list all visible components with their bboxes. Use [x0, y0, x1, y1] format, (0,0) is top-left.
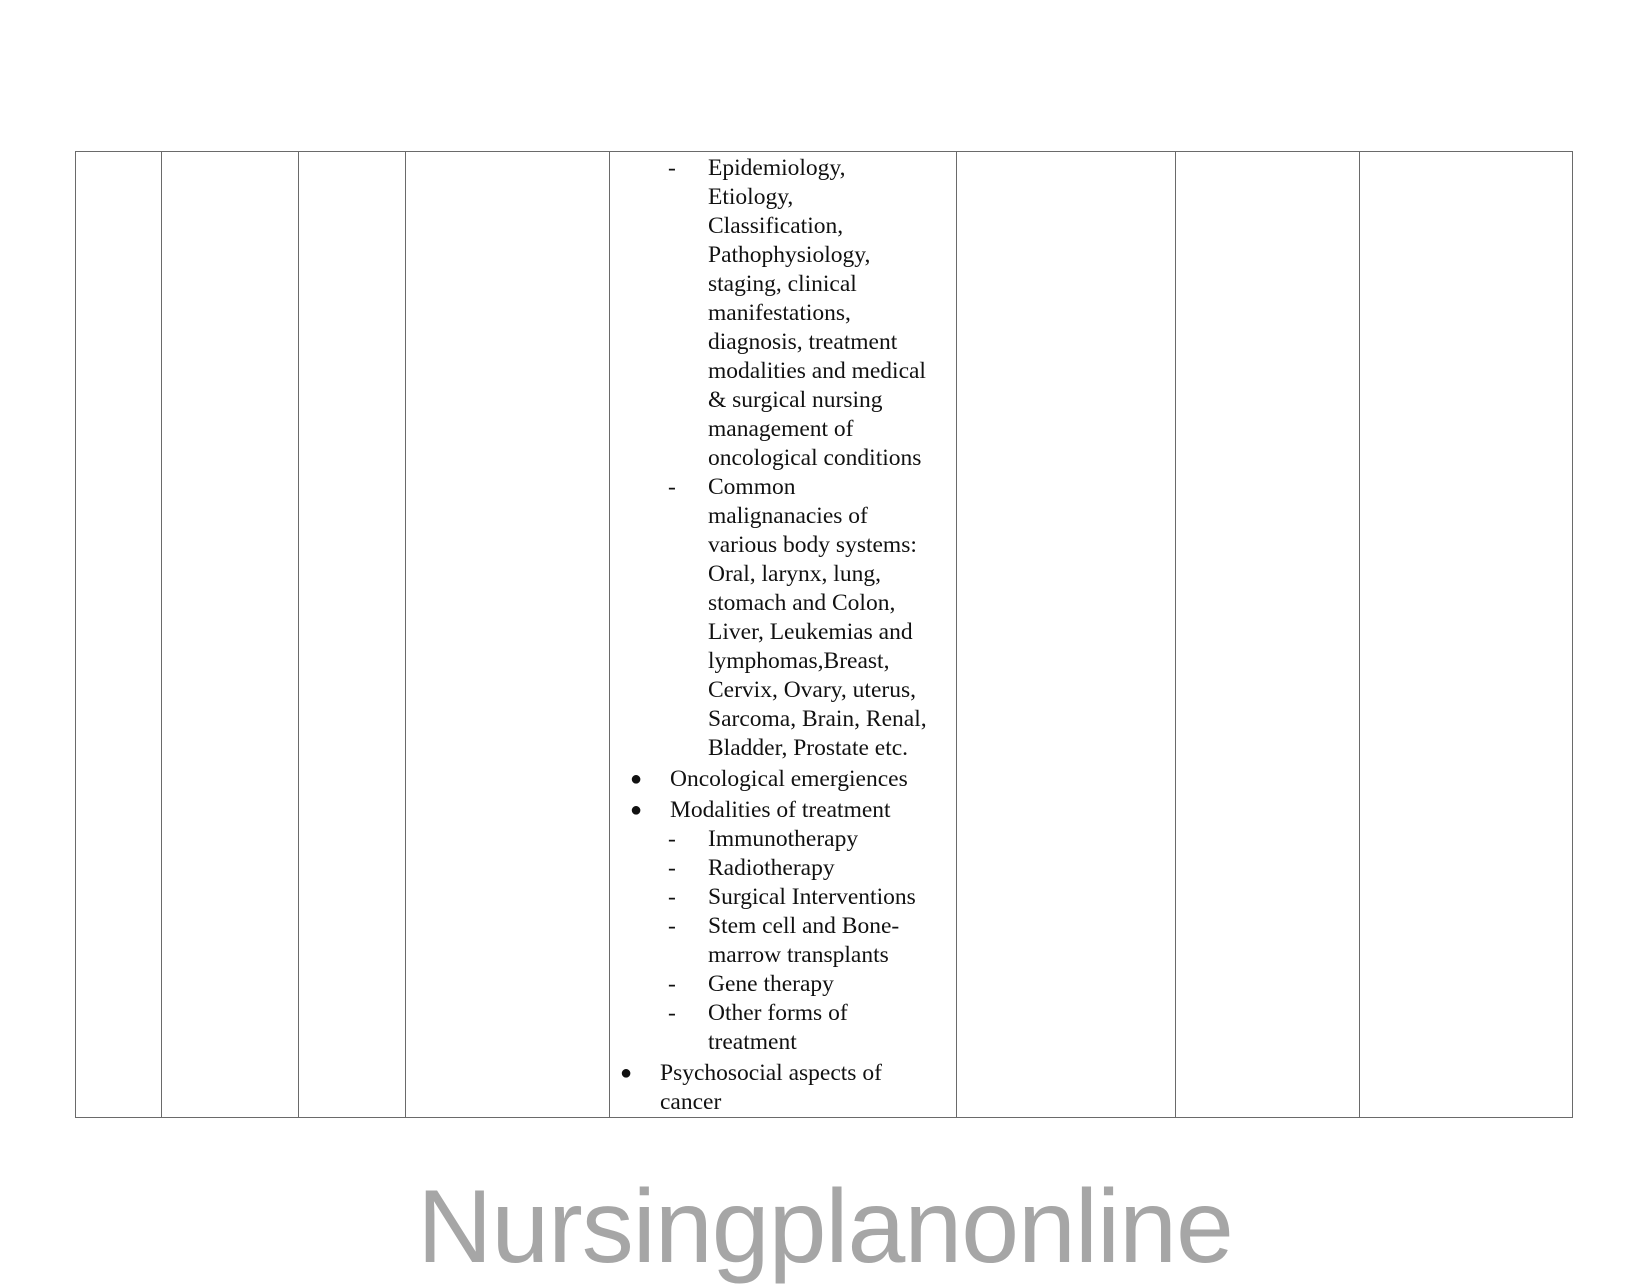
topic-line: Surgical Interventions [708, 884, 916, 910]
topic-line: Common [708, 474, 796, 500]
topic-line: Gene therapy [708, 971, 834, 997]
topic-line: Etiology, [708, 184, 794, 210]
topic-line: Bladder, Prostate etc. [708, 735, 909, 761]
topic-line: lymphomas,Breast, [708, 648, 890, 674]
topic-line: & surgical nursing [708, 387, 883, 413]
topic-line: Modalities of treatment [670, 797, 891, 823]
dash-list-item [610, 154, 956, 473]
topic-list [610, 154, 956, 1117]
topic-line: various body systems: [708, 532, 917, 558]
empty-cell-unit [76, 152, 162, 1118]
topic-line: Oncological emergiences [670, 766, 908, 792]
topic-line: staging, clinical [708, 271, 857, 297]
topic-line: Other forms of [708, 1000, 848, 1026]
topic-line: cancer [660, 1089, 722, 1115]
bullet-list-item [610, 796, 956, 825]
dash-list-item [610, 883, 956, 912]
topic-line: marrow transplants [708, 942, 889, 968]
topic-line: Classification, [708, 213, 844, 239]
empty-cell-aids [1176, 152, 1360, 1118]
topic-line: Pathophysiology, [708, 242, 871, 268]
bullet-marker: ● [630, 799, 643, 821]
topic-line: oncological conditions [708, 445, 922, 471]
topic-line: Immunotherapy [708, 826, 859, 852]
dash-marker: - [668, 855, 676, 881]
dash-list-item [610, 999, 956, 1057]
dash-list-item [610, 473, 956, 763]
empty-cell-hours [162, 152, 299, 1118]
curriculum-table [75, 151, 1573, 1118]
dash-marker: - [668, 1000, 676, 1026]
topic-line: malignanacies of [708, 503, 868, 529]
topic-line: Cervix, Ovary, uterus, [708, 677, 916, 703]
empty-cell-evaluation [1360, 152, 1573, 1118]
dash-marker: - [668, 884, 676, 910]
topic-line: Sarcoma, Brain, Renal, [708, 706, 927, 732]
dash-list-item [610, 825, 956, 854]
bullet-marker: ● [630, 768, 643, 790]
topic-line: Radiotherapy [708, 855, 835, 881]
dash-marker: - [668, 913, 676, 939]
bullet-list-item [610, 765, 956, 794]
topic-line: Liver, Leukemias and [708, 619, 913, 645]
dash-marker: - [668, 826, 676, 852]
topic-line: Oral, larynx, lung, [708, 561, 881, 587]
topic-line: modalities and medical [708, 358, 926, 384]
topic-line: management of [708, 416, 854, 442]
watermark-text: Nursingplanonline [417, 1169, 1233, 1285]
topic-line: Epidemiology, [708, 155, 846, 181]
bullet-list-item [610, 1059, 956, 1117]
topic-line: manifestations, [708, 300, 851, 326]
topic-line: Stem cell and Bone- [708, 913, 900, 939]
topic-line: diagnosis, treatment [708, 329, 898, 355]
table-row [76, 152, 1573, 1118]
content-cell [610, 152, 957, 1118]
dash-marker: - [668, 971, 676, 997]
empty-cell-methods [957, 152, 1176, 1118]
dash-marker: - [668, 474, 676, 500]
dash-list-item [610, 854, 956, 883]
dash-marker: - [668, 155, 676, 181]
topic-line: stomach and Colon, [708, 590, 896, 616]
topic-line: treatment [708, 1029, 797, 1055]
empty-cell-objectives [406, 152, 610, 1118]
dash-list-item [610, 970, 956, 999]
empty-cell-col3 [299, 152, 406, 1118]
topic-line: Psychosocial aspects of [660, 1060, 882, 1086]
bullet-marker: ● [620, 1062, 633, 1084]
dash-list-item [610, 912, 956, 970]
